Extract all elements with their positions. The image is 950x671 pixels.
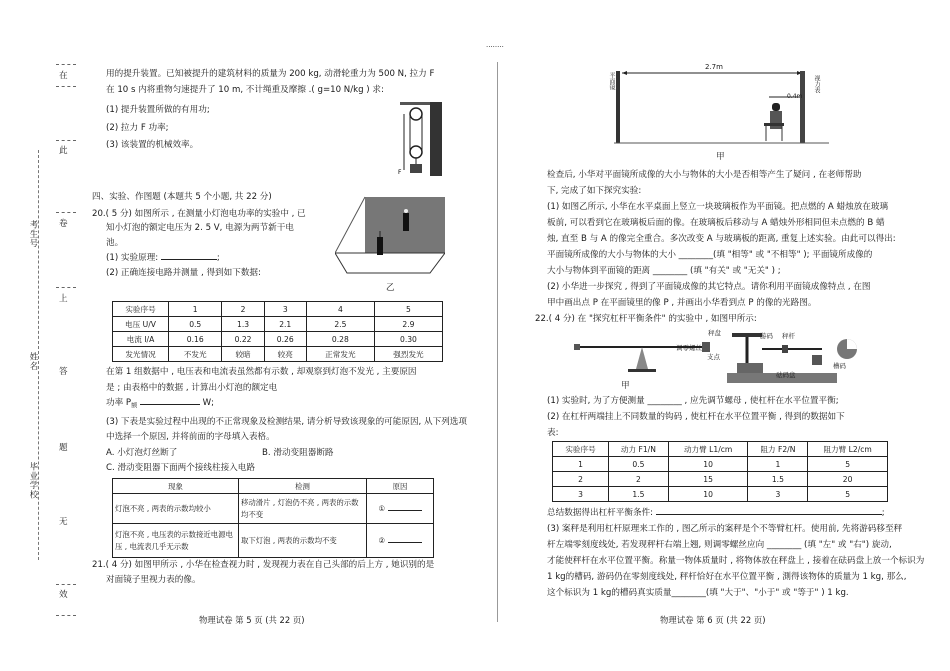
question-20-part-2: (2) 正确连接电路并测量 , 得到如下数据: (106, 268, 261, 278)
school-label: 毕业学校 (29, 462, 39, 500)
lever-label: 游码 (760, 332, 773, 340)
seal-char: 在 (59, 71, 68, 81)
table-cell: 灯泡不亮 , 电压表的示数接近电源电压 , 电流表几乎无示数 (113, 524, 239, 558)
seal-dash (56, 584, 76, 585)
pulley-figure (396, 100, 446, 180)
paragraph: 检查后, 小华对平面镜所成像的大小与物体的大小是否相等产生了疑问 , 在老师帮助 (547, 170, 862, 180)
table-cell: 3 (264, 302, 306, 317)
table-header: 实验序号 (553, 442, 609, 457)
table-cell: 20 (808, 472, 888, 487)
seal-char: 效 (59, 590, 68, 600)
answer-blank[interactable] (656, 514, 882, 515)
name-field[interactable] (28, 352, 40, 371)
question-part-2: (2) 小华进一步探究 , 得到了平面镜成像的其它特点。请你利用平面镜成像特点 , 在图 (547, 282, 871, 292)
section-4-heading: 四、实验、作图题 (本题共 5 个小题, 共 22 分) (92, 192, 272, 202)
svg-text:F: F (398, 169, 402, 176)
table-header: 动力臂 L1/cm (668, 442, 748, 457)
lamp-experiment-figure (335, 195, 445, 275)
seal-char: 上 (59, 294, 68, 304)
distance-label: 0.4m (787, 93, 803, 100)
question-19-part-1: (1) 提升装置所做的有用功; (106, 105, 210, 115)
seal-char: 此 (59, 146, 68, 156)
label-mirror: 平面镜 (608, 72, 615, 90)
question-20-part-3: (3) 下表是实验过程中出现的不正常现象及检测结果, 请分析导致该现象的可能原因, 从下列选项 (106, 417, 467, 427)
answer-marker: ② (378, 536, 386, 545)
question-20-analysis: 是 ; 由表格中的数据 , 计算出小灯泡的额定电 (106, 383, 278, 393)
table-cell: 发光情况 (113, 347, 169, 362)
table-cell: 较亮 (264, 347, 306, 362)
lever-data-table (552, 441, 888, 502)
distance-label: 2.7m (705, 63, 723, 71)
rated-power-unit: W; (202, 398, 214, 408)
table-header: 原因 (367, 479, 434, 494)
conclusion-line[interactable]: 总结数据得出杠杆平衡条件: ; (547, 508, 885, 518)
answer-marker: ① (378, 504, 386, 513)
fault-table (112, 478, 434, 558)
table-cell: 0.5 (609, 457, 669, 472)
rated-power-label: 功率 P (106, 398, 132, 408)
table-row (113, 332, 443, 347)
question-20-stem: 20.( 5 分) 如图所示 , 在测量小灯泡电功率的实验中 , 已 (92, 209, 306, 219)
paragraph: 下, 完成了如下探究实验: (547, 186, 642, 196)
answer-blank[interactable] (388, 510, 422, 511)
lever-label: 槽码 (833, 362, 846, 370)
answer-blank[interactable] (161, 259, 217, 260)
question-22-part-2: (2) 在杠杆两端挂上不同数量的钩码 , 使杠杆在水平位置平衡 , 得到的数据如下 (547, 412, 845, 422)
question-part-1: 平面镜所成像的大小与物体的大小 ________(填 "相等" 或 "不相等" ); 平面镜所成像的 (547, 250, 873, 260)
table-cell: 2 (609, 472, 669, 487)
table-header: 阻力 F2/N (748, 442, 808, 457)
table-cell: 2.9 (374, 317, 442, 332)
seal-dash (56, 287, 76, 288)
answer-blank[interactable] (140, 404, 200, 405)
table-cell: 1.5 (609, 487, 669, 502)
table-row (553, 487, 888, 502)
option-a: A. 小灯泡灯丝断了 (106, 448, 178, 458)
table-cell: 取下灯泡 , 两表的示数均不变 (239, 524, 367, 558)
table-row (113, 302, 443, 317)
seal-char: 答 (59, 367, 68, 377)
table-cell: 5 (374, 302, 442, 317)
answer-blank[interactable] (388, 542, 422, 543)
question-20-stem: 知小灯泡的额定电压为 2. 5 V, 电源为两节新干电 (106, 223, 294, 233)
question-21-stem: 21.( 4 分) 如图甲所示 , 小华在检查视力时 , 发现视力表在自己头部的后上方 , 她识别的是 (92, 560, 435, 570)
table-cell: 3 (553, 487, 609, 502)
table-cell: 0.30 (374, 332, 442, 347)
table-row (113, 479, 434, 494)
table-cell: 电压 U/V (113, 317, 169, 332)
table-row (113, 347, 443, 362)
candidate-number-label: 考生号 (29, 220, 39, 249)
question-21-stem: 对面镜子里视力表的像。 (106, 575, 201, 585)
seal-dash (56, 86, 76, 87)
question-22-part-3: 这个标识为 1 kg的槽码真实质量________(填 "大于"、"小于" 或 "等于" ) 1 kg. (547, 588, 849, 598)
table-cell: 1.5 (748, 472, 808, 487)
lever-label: 秤杆 (782, 332, 795, 340)
table-cell: 4 (306, 302, 374, 317)
measurement-table (112, 301, 443, 362)
table-cell: 2 (222, 302, 264, 317)
question-19-part-3: (3) 该装置的机械效率。 (106, 140, 199, 150)
figure-label-yi: 乙 (386, 283, 395, 293)
table-cell: 实验序号 (113, 302, 169, 317)
table-cell: 0.22 (222, 332, 264, 347)
question-19-part-2: (2) 拉力 F 功率; (106, 123, 169, 133)
table-row (113, 317, 443, 332)
lever-label: 秤盘 (708, 329, 721, 337)
question-20-stem: 池。 (106, 238, 124, 248)
table-cell: 5 (808, 487, 888, 502)
lever-label: 调零螺丝 (676, 344, 702, 352)
table-cell: 0.26 (264, 332, 306, 347)
page-footer-right: 物理试卷 第 6 页 (共 22 页) (660, 615, 766, 625)
table-cell: 正常发光 (306, 347, 374, 362)
question-22-part-1: (1) 实验时, 为了方便测量 ________ , 应先调节螺母 , 使杠杆在水平位置平衡; (547, 396, 839, 406)
lever-label: 支点 (707, 353, 720, 361)
table-cell: 1 (169, 302, 222, 317)
table-header: 阻力臂 L2/cm (808, 442, 888, 457)
seal-dash (56, 140, 76, 141)
table-cell: 灯泡不亮 , 两表的示数均较小 (113, 494, 239, 524)
candidate-number-field[interactable] (28, 220, 40, 248)
page-divider (497, 62, 498, 622)
table-cell: 10 (668, 487, 748, 502)
table-cell: 1 (748, 457, 808, 472)
table-cell: 电流 I/A (113, 332, 169, 347)
page-footer-left: 物理试卷 第 5 页 (共 22 页) (199, 615, 305, 625)
table-row (553, 472, 888, 487)
top-marker: ........ (486, 41, 504, 49)
table-cell: 移动滑片 , 灯泡仍不亮 , 两表的示数均不变 (239, 494, 367, 524)
question-20-part-3: 中选择一个原因, 并将前面的字母填入表格。 (106, 432, 275, 442)
school-field[interactable] (28, 462, 40, 500)
table-header: 检测 (239, 479, 367, 494)
question-part-1: 烛, 直至 B 与 A 的像完全重合。多次改变 A 与玻璃板的距离, 重复上述实验。由此可以得出: (547, 234, 896, 244)
question-20-analysis: 在第 1 组数据中 , 电压表和电流表虽然都有示数 , 却观察到灯泡不发光 , 主要原因 (106, 367, 417, 377)
table-row (113, 524, 434, 558)
figure-caption: 甲 (716, 152, 725, 162)
question-20-part-1[interactable]: (1) 实验原理: ; (106, 253, 220, 263)
intro-line: 用的提升装置。已知被提升的建筑材料的质量为 200 kg, 动滑轮重力为 500 N, 拉力 F (106, 69, 435, 79)
table-cell: 3 (748, 487, 808, 502)
seal-dash (56, 212, 76, 213)
option-c: C. 滑动变阻器下面两个接线柱接入电路 (106, 463, 255, 473)
seal-char: 题 (59, 443, 68, 453)
table-cell: 0.28 (306, 332, 374, 347)
table-cell: 10 (668, 457, 748, 472)
question-22-part-3: (3) 案秤是利用杠杆原理来工作的 , 图乙所示的案秤是个不等臂杠杆。使用前, 先将游码移至秤 (547, 524, 903, 534)
table-header: 动力 F1/N (609, 442, 669, 457)
seal-dash (56, 615, 76, 616)
question-22-part-2: 表: (547, 428, 559, 438)
table-cell: 较暗 (222, 347, 264, 362)
table-header: 现象 (113, 479, 239, 494)
table-cell: 强烈发光 (374, 347, 442, 362)
figure-caption: 甲 (621, 381, 630, 391)
question-part-1: 大小与物体到平面镜的距离 ________ (填 "有关" 或 "无关" ) ; (547, 266, 781, 276)
question-22-part-3: 杆左端零刻度线处, 若发现秤杆右端上翘, 则调零螺丝应向 ________ (填 "左" 或 "右") 旋动, (547, 540, 892, 550)
answer-cell[interactable] (367, 524, 434, 558)
conclusion-label: 总结数据得出杠杆平衡条件: (547, 508, 654, 518)
table-cell: 15 (668, 472, 748, 487)
table-cell: 1 (553, 457, 609, 472)
table-cell: 1.3 (222, 317, 264, 332)
seal-char: 卷 (59, 219, 68, 229)
seal-char: 无 (59, 517, 68, 527)
eye-test-figure (614, 67, 829, 147)
table-row (553, 457, 888, 472)
name-label: 姓名 (29, 352, 39, 371)
table-cell: 不发光 (169, 347, 222, 362)
answer-cell[interactable] (367, 494, 434, 524)
question-22-part-3: 1 kg的槽码, 游码仍在零刻度线处, 秤杆恰好在水平位置平衡 , 測得该物体的质量为 1 kg, 那么, (547, 572, 907, 582)
table-cell: 2.5 (306, 317, 374, 332)
rated-power-line[interactable] (106, 398, 214, 412)
label-chart: 视力表 (813, 75, 820, 93)
rated-subscript: 额 (131, 402, 138, 410)
question-part-2: 甲中画出点 P 在平面镜里的像 P , 并画出小华看到点 P 的像的光路图。 (547, 298, 817, 308)
question-part-1: (1) 如图乙所示, 小华在水平桌面上竖立一块玻璃板作为平面镜。把点燃的 A 蜡烛放在玻璃 (547, 202, 889, 212)
table-cell: 2 (553, 472, 609, 487)
table-cell: 2.1 (264, 317, 306, 332)
option-b: B. 滑动变阻器断路 (262, 448, 334, 458)
question-22-part-3: 才能使秤杆在水平位置平衡。称量一物体质量时 , 将物体放在秤盘上 , 接着在砝码盘上放一个标识为 (547, 556, 925, 566)
question-22-stem: 22.( 4 分) 在 "探究杠杆平衡条件" 的实验中 , 如图甲所示: (535, 314, 757, 324)
table-cell: 0.5 (169, 317, 222, 332)
intro-line: 在 10 s 内将重物匀速提升了 10 m, 不计绳重及摩擦 .( g=10 N/kg ) 求: (106, 85, 384, 95)
table-row (113, 494, 434, 524)
table-cell: 0.16 (169, 332, 222, 347)
question-part-1: 板前, 可以看到它在玻璃板后面的像。在玻璃板后移动与 A 蜡烛外形相同但未点燃的 B 蜡 (547, 218, 885, 228)
lever-label: 砝码盘 (776, 371, 796, 379)
table-cell: 5 (808, 457, 888, 472)
table-row (553, 442, 888, 457)
seal-dash (56, 64, 76, 65)
part-1-label: (1) 实验原理: (106, 253, 159, 263)
